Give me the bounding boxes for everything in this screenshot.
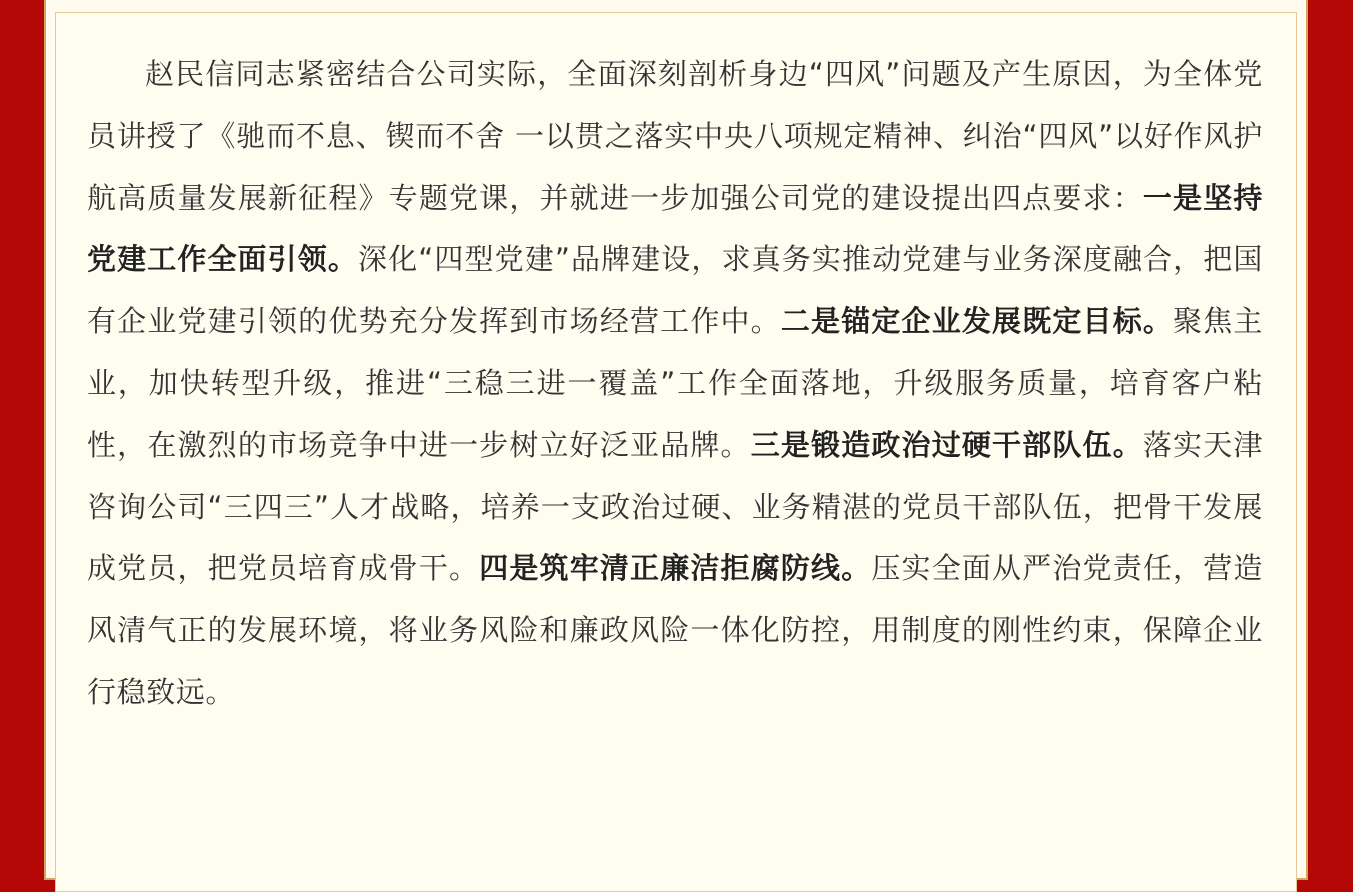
article-text-5: 压实全面从严治党责任，营造风清气正的发展环境，将业务风险和廉政风险一体化防控，用制度的刚性约束，保障企业行稳致远。	[87, 551, 1263, 709]
article-text-1: 赵民信同志紧密结合公司实际，全面深刻剖析身边“四风”问题及产生原因，为全体党员讲授了《驰而不息、锲而不舍 一以贯之落实中央八项规定精神、纠治“四风”以好作风护航高质量发展新征程》专题党课，并就进一步加强公司党的建设提出四点要求：	[87, 57, 1263, 215]
requirement-4-heading: 四是筑牢清正廉洁拒腐防线。	[479, 551, 872, 586]
article-text-4: 落实天津咨询公司“三四三”人才战略，培养一支政治过硬、业务精湛的党员干部队伍，把骨干发展成党员，把党员培育成骨干。	[87, 427, 1263, 586]
article-text-2: 深化“四型党建”品牌建设，求真务实推动党建与业务深度融合，把国有企业党建引领的优势充分发挥到市场经营工作中。	[87, 242, 1264, 339]
article-text-3: 聚焦主业，加快转型升级，推进“三稳三进一覆盖”工作全面落地，升级服务质量，培育客户粘性，在激烈的市场竞争中进一步树立好泛亚品牌。	[87, 304, 1263, 462]
requirement-2-heading: 二是锚定企业发展既定目标。	[780, 304, 1174, 339]
requirement-1-heading: 一是坚持党建工作全面引领。	[87, 180, 1263, 277]
requirement-3-heading: 三是锻造政治过硬干部队伍。	[750, 427, 1143, 462]
article-paragraph	[87, 44, 1263, 724]
